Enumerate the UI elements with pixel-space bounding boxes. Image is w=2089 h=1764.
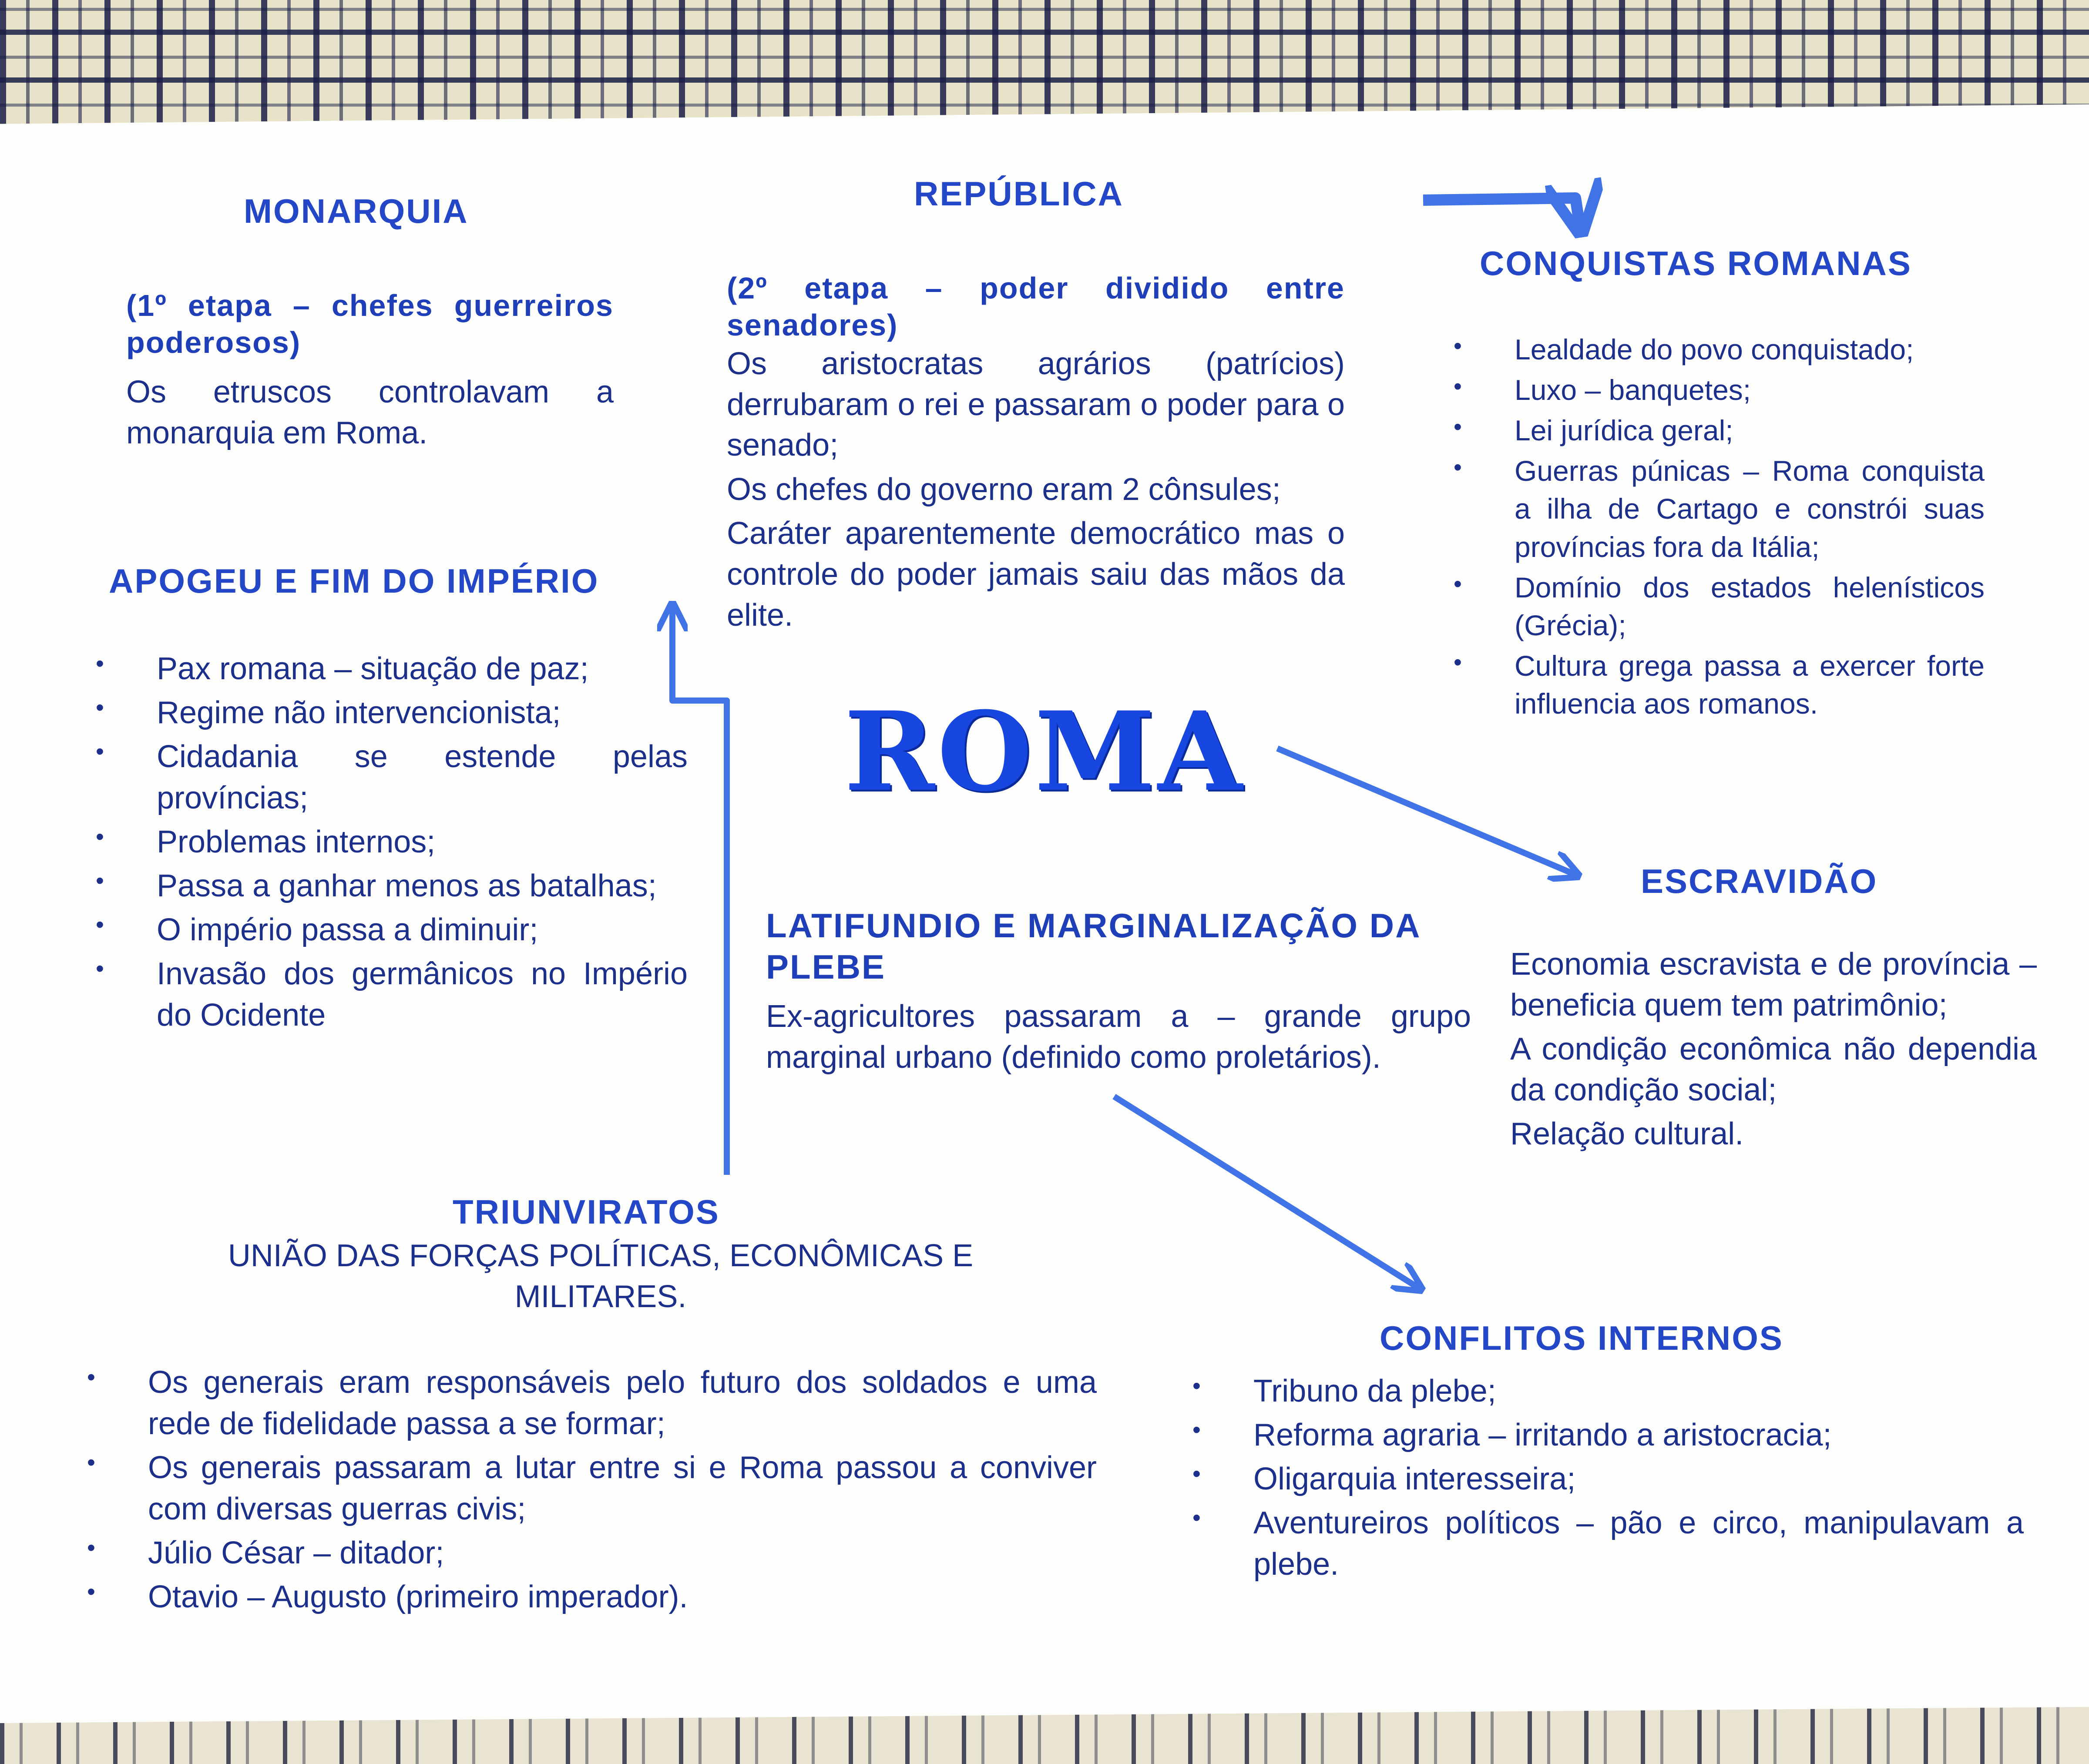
monarquia-heading: MONARQUIA — [244, 192, 469, 230]
escravidao-line: Relação cultural. — [1510, 1117, 1744, 1152]
list-item: • Cultura grega passa a exercer forte influencia aos romanos. — [1454, 647, 1985, 723]
list-item: • Luxo – banquetes; — [1454, 371, 1985, 409]
list-item: • Lealdade do povo conquistado; — [1454, 331, 1985, 369]
triunviratos-subtitle: UNIÃO DAS FORÇAS POLÍTICAS, ECONÔMICAS E MILITARES. — [228, 1238, 974, 1314]
republica-line: Os aristocratas agrários (patrícios) derrubaram o rei e passaram o poder para o senado; — [727, 346, 1345, 463]
list-item: • Reforma agraria – irritando a aristocracia; — [1192, 1415, 2024, 1456]
escravidao-body — [1510, 944, 2037, 1158]
latifundio-text: Ex-agricultores passaram a – grande grupo marginal urbano (definido como proletários). — [766, 999, 1471, 1075]
list-item: • Tribuno da plebe; — [1192, 1371, 2024, 1412]
list-item: • Guerras púnicas – Roma conquista a ilha de Cartago e constrói suas províncias fora da Itália; — [1454, 452, 1985, 566]
conquistas-heading: CONQUISTAS ROMANAS — [1480, 244, 1912, 282]
list-item: • Regime não intervencionista; — [96, 692, 688, 734]
republica-heading: REPÚBLICA — [914, 174, 1124, 213]
apogeu-list — [96, 648, 688, 1039]
list-item: • Invasão dos germânicos no Império do Ocidente — [96, 953, 688, 1036]
monarquia-subtitle: (1º etapa – chefes guerreiros poderosos) — [126, 288, 614, 360]
republica-body — [727, 344, 1345, 639]
list-item: • Aventureiros políticos – pão e circo, manipulavam a plebe. — [1192, 1502, 2024, 1585]
list-item: • O império passa a diminuir; — [96, 909, 688, 951]
list-item: • Passa a ganhar menos as batalhas; — [96, 865, 688, 907]
triunviratos-heading: TRIUNVIRATOS — [453, 1193, 720, 1231]
list-item: • Cidadania se estende pelas províncias; — [96, 736, 688, 819]
republica-line: Os chefes do governo eram 2 cônsules; — [727, 472, 1281, 507]
list-item: • Pax romana – situação de paz; — [96, 648, 688, 690]
conquistas-list — [1454, 331, 1985, 725]
list-item: • Oligarquia interesseira; — [1192, 1459, 2024, 1500]
list-item: • Os generais eram responsáveis pelo futuro dos soldados e uma rede de fidelidade passa a se formar; — [87, 1362, 1097, 1445]
apogeu-heading: APOGEU E FIM DO IMPÉRIO — [109, 562, 599, 600]
arrow-republica-to-conquistas — [1423, 198, 1580, 226]
arrow-latifundio-to-conflitos — [1114, 1097, 1419, 1288]
list-item: • Júlio César – ditador; — [87, 1533, 1097, 1574]
escravidao-line: Economia escravista e de província – beneficia quem tem patrimônio; — [1510, 947, 2037, 1023]
escravidao-heading: ESCRAVIDÃO — [1641, 862, 1878, 900]
triunviratos-list — [87, 1362, 1097, 1620]
list-item: • Otavio – Augusto (primeiro imperador). — [87, 1576, 1097, 1618]
list-item: • Domínio dos estados helenísticos (Grécia); — [1454, 569, 1985, 644]
republica-subtitle: (2º etapa – poder dividido entre senadores) — [727, 271, 1345, 342]
conflitos-heading: CONFLITOS INTERNOS — [1380, 1319, 1783, 1357]
arrow-roma-to-escravidao — [1277, 748, 1575, 875]
list-item: • Os generais passaram a lutar entre si e Roma passou a conviver com diversas guerras civis; — [87, 1447, 1097, 1530]
republica-line: Caráter aparentemente democrático mas o controle do poder jamais saiu das mãos da elite. — [727, 516, 1345, 633]
conflitos-list — [1192, 1371, 2024, 1588]
latifundio-heading: LATIFUNDIO E MARGINALIZAÇÃO DA PLEBE — [766, 906, 1420, 986]
list-item: • Problemas internos; — [96, 822, 688, 863]
list-item: • Lei jurídica geral; — [1454, 412, 1985, 449]
monarquia-text: Os etruscos controlavam a monarquia em Roma. — [126, 375, 614, 450]
main-title: ROMA — [844, 687, 1245, 815]
escravidao-line: A condição econômica não dependia da condição social; — [1510, 1032, 2037, 1107]
